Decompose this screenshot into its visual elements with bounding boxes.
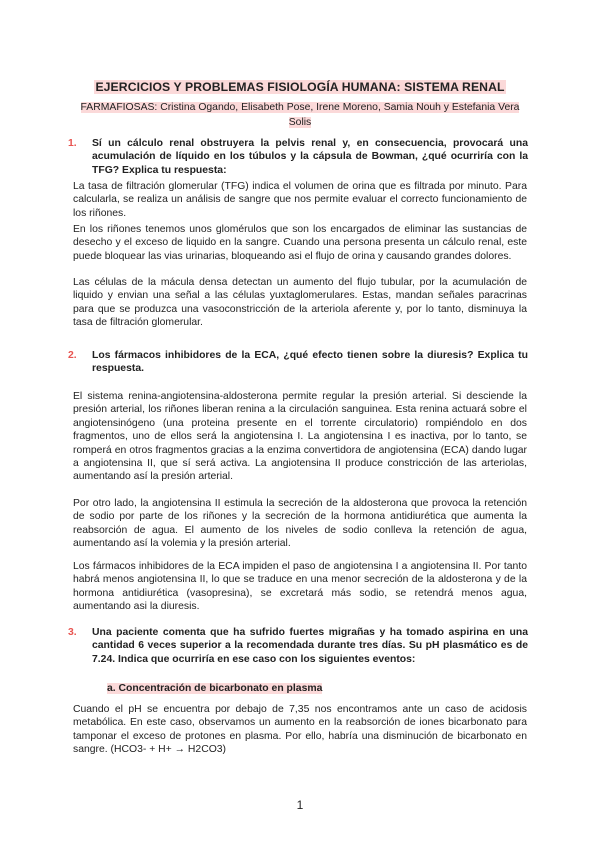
question-2 (68, 349, 528, 376)
question-3 (68, 626, 528, 666)
paragraph: Los fármacos inhibidores de la ECA impiden el paso de angiotensina I a angiotensina II. Por tanto habrá menos angiotensina II, lo que se traduce en una menor secreción de la aldosterona y de la hormona antidiurética (vasopresina), se excretará más sodio, se retendrá menos agua, aumentando asi la diuresis. (73, 561, 527, 613)
question-number: 2. (68, 350, 77, 361)
question-text: Una paciente comenta que ha sufrido fuertes migrañas y ha tomado aspirina en una cantidad 6 veces superior a la recomendada durante tres días. Su pH plasmático es de 7.24. Indica que ocurriría en ese caso con los siguientes eventos: (92, 627, 528, 665)
question-number: 3. (68, 627, 77, 638)
page-title: EJERCICIOS Y PROBLEMAS FISIOLOGÍA HUMANA: SISTEMA RENAL (95, 80, 505, 94)
paragraph: Las células de la mácula densa detectan un aumento del flujo tubular, por la acumulación de liquido y envian una señal a las células yuxtaglomerulares. Estas, mandan señales paracrinas para que se produzca una vasoconstricción de la arteriola aferente y, por lo tanto, disminuya la tasa de filtración glomerular. (73, 277, 527, 329)
paragraph: En los riñones tenemos unos glomérulos que son los encargados de eliminar las sustancias de desecho y el exceso de liquido en la sangre. Cuando una persona presenta un cálculo renal, este puede bloquear las vias urinarias, bloqueando asi el flujo de orina y causando grandes dolores. (73, 224, 527, 262)
question-text: Los fármacos inhibidores de la ECA, ¿qué efecto tienen sobre la diuresis? Explica tu respuesta. (92, 350, 528, 375)
authors-line: FARMAFIOSAS: Cristina Ogando, Elisabeth Pose, Irene Moreno, Samia Nouh y Estefania Vera Solis (80, 102, 520, 128)
page-number: 1 (296, 798, 304, 812)
question-1 (68, 137, 528, 177)
paragraph: El sistema renina-angiotensina-aldosterona permite regular la presión arterial. Si desciende la presión arterial, los riñones liberan renina a la circulación sanguinea. Esta renina actuará sobre el angiotensinógeno (una proteina presente en el torrente circulatorio) rompiéndolo en dos fragmentos, uno de ellos será la angiotensina I. La angiotensina I es inactiva, por lo tanto, se romperá en otros fragmentos gracias a la enzima convertidora de angiotensina (ECA) dando lugar a angiotensina II, que sí será activa. La angiotensina II produce constricción de las arteriolas, aumentando así la presión arterial. (73, 391, 527, 483)
paragraph: Cuando el pH se encuentra por debajo de 7,35 nos encontramos ante un caso de acidosis metabólica. En este caso, observamos un aumento en la reabsorción de iones bicarbonato para tamponar el exceso de protones en plasma. Por ello, habría una disminución de bicarbonato en sangre. (HCO3- + H+ → H2CO3) (73, 704, 527, 756)
subheading: a. Concentración de bicarbonato en plasma (107, 683, 323, 694)
question-number: 1. (68, 138, 77, 149)
paragraph: La tasa de filtración glomerular (TFG) indica el volumen de orina que es filtrada por minuto. Para calcularla, se realiza un análisis de sangre que nos permite evaluar el correcto funcionamiento de los riñones. (73, 181, 527, 219)
question-text: Sí un cálculo renal obstruyera la pelvis renal y, en consecuencia, provocará una acumulación de líquido en los túbulos y la cápsula de Bowman, ¿qué ocurriría con la TFG? Explica tu respuesta: (92, 138, 528, 176)
paragraph: Por otro lado, la angiotensina II estimula la secreción de la aldosterona que provoca la retención de sodio por parte de los riñones y la secreción de la hormona antidiurética que aumenta la reabsorción de agua. El aumento de los niveles de sodio conlleva la retención de agua, aumentando así la volemia y la presión arterial. (73, 498, 527, 550)
